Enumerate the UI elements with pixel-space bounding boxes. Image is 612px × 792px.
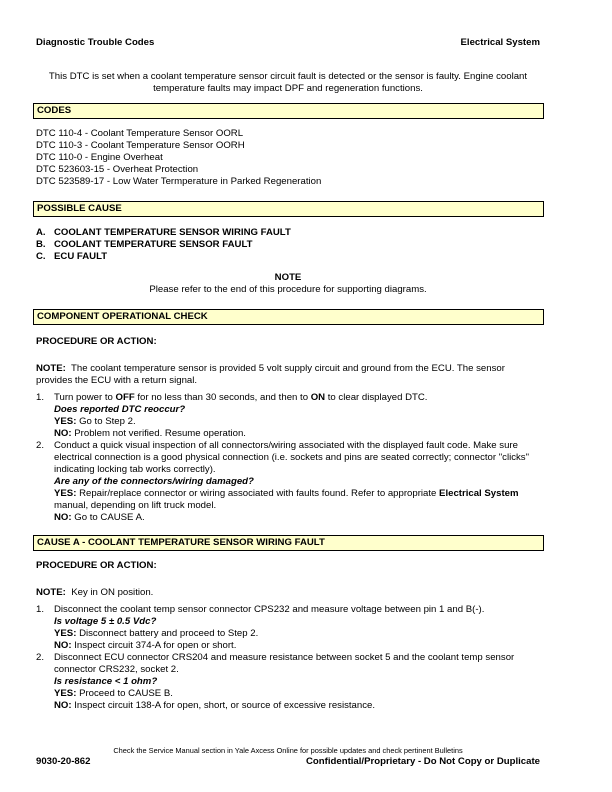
yes-label: YES:	[54, 628, 77, 639]
yes-bold: Electrical System	[439, 488, 519, 499]
component-check-heading: COMPONENT OPERATIONAL CHECK	[33, 309, 544, 325]
component-steps	[36, 392, 540, 524]
note-label: NOTE:	[36, 587, 66, 598]
cause-text: COOLANT TEMPERATURE SENSOR WIRING FAULT	[54, 227, 291, 238]
code-item: DTC 110-3 - Coolant Temperature Sensor OORH	[36, 140, 245, 151]
step-no	[54, 700, 540, 712]
no-text: Inspect circuit 374-A for open or short.	[74, 640, 237, 651]
step-no	[54, 640, 540, 652]
cause-item	[36, 251, 540, 263]
footer-notice: Check the Service Manual section in Yale Axcess Online for possible updates and check pertinent Bulletins	[113, 746, 463, 755]
step-no	[54, 428, 540, 440]
cause-a-heading: CAUSE A - COOLANT TEMPERATURE SENSOR WIRING FAULT	[33, 535, 544, 551]
step-bold: ON	[310, 392, 326, 403]
step-item	[36, 440, 540, 524]
step-no	[54, 512, 540, 524]
note-body: Key in ON position.	[71, 587, 154, 598]
no-text: Inspect circuit 138-A for open, short, or source of excessive resistance.	[74, 700, 376, 711]
step-question: Is voltage 5 ± 0.5 Vdc?	[54, 616, 157, 627]
component-note	[36, 363, 540, 387]
step-number: 2.	[36, 652, 45, 663]
yes-text: Repair/replace connector or wiring associated with faults found. Refer to appropriate	[79, 488, 440, 499]
code-item: DTC 110-4 - Coolant Temperature Sensor OORL	[36, 128, 244, 139]
yes-label: YES:	[54, 688, 77, 699]
step-number: 2.	[36, 440, 45, 451]
cause-letter: C.	[36, 251, 46, 262]
step-text: for no less than 30 seconds, and then to	[134, 392, 311, 403]
possible-cause-heading: POSSIBLE CAUSE	[33, 201, 544, 217]
note-text: Please refer to the end of this procedure for supporting diagrams.	[149, 284, 427, 295]
step-bold: OFF	[115, 392, 135, 403]
no-label: NO:	[54, 512, 72, 523]
yes-label: YES:	[54, 416, 77, 427]
step-instruction: Disconnect the coolant temp sensor connector CPS232 and measure voltage between pin 1 and B(-).	[54, 604, 485, 615]
step-number: 1.	[36, 604, 45, 615]
note-title: NOTE	[274, 272, 302, 283]
cause-letter: A.	[36, 227, 46, 238]
codes-list	[36, 128, 540, 188]
yes-label: YES:	[54, 488, 77, 499]
cause-list	[36, 227, 540, 263]
cause-a-steps	[36, 604, 540, 712]
header-right: Electrical System	[460, 37, 540, 48]
cause-item	[36, 227, 540, 239]
procedure-title: PROCEDURE OR ACTION:	[36, 336, 157, 347]
step-instruction: Disconnect ECU connector CRS204 and measure resistance between socket 5 and the coolant temp sensor connector CRS232, socket 2.	[54, 652, 515, 675]
codes-heading: CODES	[33, 103, 544, 119]
step-yes	[54, 688, 540, 700]
note-body: The coolant temperature sensor is provided 5 volt supply circuit and ground from the ECU. The sensor provides the ECU with a return signal.	[36, 363, 505, 386]
yes-text: Go to Step 2.	[79, 416, 136, 427]
cause-letter: B.	[36, 239, 46, 250]
code-item: DTC 110-0 - Engine Overheat	[36, 152, 163, 163]
yes-text: manual, depending on lift truck model.	[54, 500, 217, 511]
step-question: Is resistance < 1 ohm?	[54, 676, 158, 687]
no-label: NO:	[54, 640, 72, 651]
step-text: to clear displayed DTC.	[325, 392, 428, 403]
step-instruction	[54, 392, 540, 404]
step-item	[36, 652, 540, 712]
step-text: Turn power to	[54, 392, 116, 403]
intro-text: This DTC is set when a coolant temperature sensor circuit fault is detected or the sensor is faulty. Engine coolant temperature faults may impact DPF and regeneration functions.	[48, 71, 528, 94]
header-left: Diagnostic Trouble Codes	[36, 37, 155, 48]
cause-text: ECU FAULT	[54, 251, 108, 262]
code-item: DTC 523589-17 - Low Water Termperature in Parked Regeneration	[36, 176, 322, 187]
step-number: 1.	[36, 392, 45, 403]
step-yes	[54, 416, 540, 428]
no-text: Go to CAUSE A.	[74, 512, 145, 523]
step-item	[36, 604, 540, 652]
step-yes	[54, 628, 540, 640]
step-yes	[54, 488, 540, 512]
step-item	[36, 392, 540, 440]
footer-document-number: 9030-20-862	[36, 756, 91, 767]
no-text: Problem not verified. Resume operation.	[74, 428, 246, 439]
step-question: Are any of the connectors/wiring damaged?	[54, 476, 254, 487]
note-label: NOTE:	[36, 363, 66, 374]
step-question: Does reported DTC reoccur?	[54, 404, 186, 415]
procedure-title: PROCEDURE OR ACTION:	[36, 560, 157, 571]
step-instruction: Conduct a quick visual inspection of all connectors/wiring associated with the displayed fault code. Make sure electrical connection is a good physical connection (i.e. sockets and pins are seated correctly; connector "clicks" indicating locking tab works correctly).	[54, 440, 530, 475]
no-label: NO:	[54, 700, 72, 711]
cause-item	[36, 239, 540, 251]
yes-text: Disconnect battery and proceed to Step 2.	[79, 628, 259, 639]
no-label: NO:	[54, 428, 72, 439]
code-item: DTC 523603-15 - Overheat Protection	[36, 164, 199, 175]
cause-text: COOLANT TEMPERATURE SENSOR FAULT	[54, 239, 253, 250]
yes-text: Proceed to CAUSE B.	[79, 688, 173, 699]
cause-a-note	[36, 587, 540, 599]
footer-confidential: Confidential/Proprietary - Do Not Copy or Duplicate	[306, 756, 540, 767]
